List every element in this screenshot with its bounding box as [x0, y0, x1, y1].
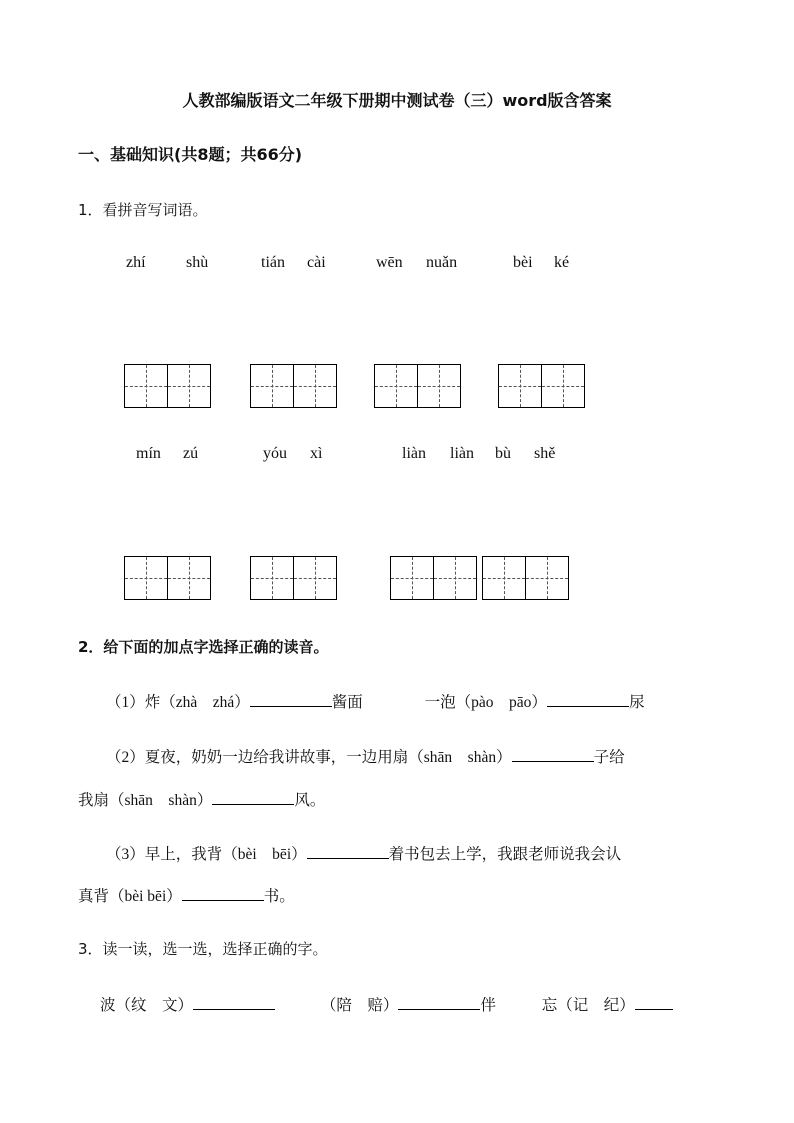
item-text: 着书包去上学，我跟老师说我会认 [388, 845, 622, 863]
question-1-prompt: 1．看拼音写词语。 [78, 201, 208, 219]
writing-box[interactable] [250, 364, 337, 408]
document-title: 人教部编版语文二年级下册期中测试卷（三）word版含答案 [182, 91, 612, 110]
pinyin: zú [183, 445, 199, 462]
pinyin: bèi [513, 254, 533, 271]
writing-grid-row-2 [0, 556, 794, 602]
item-text: 波（纹 文） [100, 996, 194, 1014]
pinyin: wēn [376, 254, 403, 271]
item-text: 伴 [480, 996, 496, 1014]
pinyin: zhí [126, 254, 146, 271]
item-text: 一泡（pào pāo） [424, 694, 547, 711]
item-text: 酱面 [331, 693, 363, 711]
answer-blank[interactable] [635, 993, 673, 1010]
writing-grid-row-1 [0, 364, 794, 410]
writing-box[interactable] [498, 364, 585, 408]
question-2-item-3b [78, 884, 295, 906]
pinyin: liàn [450, 445, 474, 462]
pinyin: mín [136, 445, 161, 462]
answer-blank[interactable] [512, 745, 594, 762]
answer-blank[interactable] [547, 690, 629, 707]
question-2-item-2b [78, 788, 325, 810]
writing-box[interactable] [124, 556, 211, 600]
pinyin: tián [261, 254, 285, 271]
pinyin: liàn [402, 445, 426, 462]
pinyin: nuǎn [426, 254, 458, 271]
answer-blank[interactable] [212, 788, 294, 805]
writing-box[interactable] [374, 364, 461, 408]
question-2-item-3a [106, 842, 621, 864]
question-2-item-2a [106, 745, 625, 767]
item-text: 书。 [263, 887, 295, 905]
writing-box[interactable] [482, 556, 569, 600]
question-3-items [100, 993, 673, 1015]
question-2-item-1 [106, 690, 644, 712]
pinyin: cài [307, 254, 326, 271]
item-text: （2）夏夜，奶奶一边给我讲故事，一边用扇（shān shàn） [106, 749, 512, 766]
pinyin: yóu [263, 445, 287, 462]
answer-blank[interactable] [193, 993, 275, 1010]
pinyin: shě [534, 445, 556, 462]
question-2-prompt: 2．给下面的加点字选择正确的读音。 [78, 638, 329, 656]
item-text: 子给 [593, 748, 625, 766]
item-text: （3）早上，我背（bèi bēi） [106, 846, 307, 863]
section-heading: 一、基础知识(共8题；共66分) [78, 145, 303, 164]
question-3-prompt: 3．读一读，选一选，选择正确的字。 [78, 940, 328, 958]
writing-box[interactable] [124, 364, 211, 408]
answer-blank[interactable] [307, 842, 389, 859]
item-text: 忘（记 纪） [541, 996, 635, 1014]
pinyin: ké [554, 254, 570, 271]
item-text: （1）炸（zhà zhá） [106, 694, 250, 711]
answer-blank[interactable] [250, 690, 332, 707]
writing-box[interactable] [390, 556, 477, 600]
answer-blank[interactable] [398, 993, 480, 1010]
item-text: 风。 [294, 791, 326, 809]
item-text: 我扇（shān shàn） [78, 792, 213, 809]
item-text: 真背（bèi bēi） [78, 888, 182, 905]
item-text: （陪 赔） [320, 996, 399, 1014]
writing-box[interactable] [250, 556, 337, 600]
answer-blank[interactable] [182, 884, 264, 901]
pinyin: xì [310, 445, 323, 462]
pinyin: shù [186, 254, 209, 271]
item-text: 尿 [628, 693, 645, 711]
pinyin: bù [495, 445, 511, 462]
